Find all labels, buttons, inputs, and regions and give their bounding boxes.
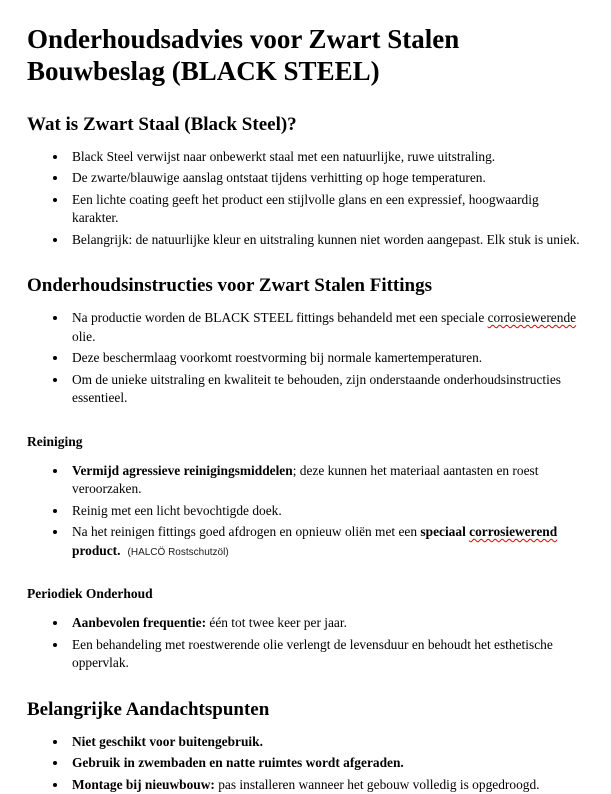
list-item — [68, 371, 583, 408]
list-item — [68, 614, 583, 633]
cleaning-bullet-list — [27, 462, 583, 561]
list-item — [68, 349, 583, 368]
list-item — [68, 636, 583, 673]
section-heading-what-is-black-steel: Wat is Zwart Staal (Black Steel)? — [27, 113, 297, 135]
bullet-bold-text: Gebruik in zwembaden en natte ruimtes wordt afgeraden. — [72, 755, 404, 771]
section-heading-important-notes: Belangrijke Aandachtspunten — [27, 698, 270, 720]
spellcheck-underlined-word: corrosiewerende — [487, 310, 577, 326]
intro-bullet-list — [27, 148, 583, 250]
bullet-text: Na productie worden de BLACK STEEL fittings behandeld met een speciale — [72, 310, 488, 326]
bullet-text: Deze beschermlaag voorkomt roestvorming bij normale kamertemperaturen. — [72, 350, 483, 366]
section-heading-maintenance-instructions: Onderhoudsinstructies voor Zwart Stalen Fittings — [27, 275, 433, 297]
list-item — [68, 148, 583, 167]
bullet-bold-text: speciaal — [420, 524, 470, 540]
product-note-text: (HALCÖ Rostschutzöl) — [127, 546, 229, 558]
bullet-bold-text: product — [72, 542, 118, 558]
subsection-heading-cleaning: Reiniging — [27, 433, 83, 449]
bullet-bold-text: Montage bij nieuwbouw: — [72, 776, 215, 792]
list-item — [68, 191, 583, 228]
bullet-text: ; deze kunnen het materiaal aantasten en roest veroorzaken. — [72, 462, 539, 497]
bullet-text: pas installeren wanneer het gebouw volledig is opgedroogd. — [214, 776, 540, 792]
list-item — [68, 169, 583, 188]
bullet-bold-text: Niet geschikt voor buitengebruik. — [72, 733, 263, 749]
list-item — [68, 502, 583, 521]
list-item — [68, 776, 583, 794]
bullet-text: Om de unieke uitstraling en kwaliteit te behouden, zijn onderstaande onderhoudsinstructies essentieel. — [72, 371, 562, 406]
bullet-text: Reinig met een licht bevochtigde doek. — [72, 502, 282, 518]
list-item — [68, 733, 583, 752]
spellcheck-underlined-word: corrosiewerend — [469, 524, 558, 540]
subsection-heading-periodic-maintenance: Periodiek Onderhoud — [27, 586, 153, 602]
document-title: Onderhoudsadvies voor Zwart Stalen Bouwbeslag (BLACK STEEL) — [27, 24, 460, 86]
list-item — [68, 523, 583, 560]
bullet-text: één tot twee keer per jaar. — [206, 615, 347, 631]
bullet-bold-text: Aanbevolen frequentie: — [72, 615, 207, 631]
bullet-text: Belangrijk: de natuurlijke kleur en uitstraling kunnen niet worden aangepast. Elk stuk is uniek. — [72, 231, 580, 247]
bullet-bold-text: Vermijd agressieve reinigingsmiddelen — [72, 462, 293, 478]
bullet-text: Een lichte coating geeft het product een stijlvolle glans en een expressief, hoogwaardig karakter. — [72, 191, 539, 226]
bullet-text: olie. — [72, 328, 96, 344]
list-item — [68, 462, 583, 499]
bullet-text: Na het reinigen fittings goed afdrogen en opnieuw oliën met een — [72, 524, 421, 540]
periodic-bullet-list — [27, 614, 583, 673]
bullet-text: . — [117, 542, 121, 558]
list-item — [68, 309, 583, 346]
bullet-text: Een behandeling met roestwerende olie verlengt de levensduur en behoudt het esthetische oppervlak. — [72, 636, 553, 671]
instructions-bullet-list — [27, 309, 583, 408]
list-item — [68, 754, 583, 773]
bullet-text: Black Steel verwijst naar onbewerkt staal met een natuurlijke, ruwe uitstraling. — [72, 148, 496, 164]
notes-bullet-list — [27, 733, 583, 794]
bullet-text: De zwarte/blauwige aanslag ontstaat tijdens verhitting op hoge temperaturen. — [72, 170, 486, 186]
list-item — [68, 231, 583, 250]
